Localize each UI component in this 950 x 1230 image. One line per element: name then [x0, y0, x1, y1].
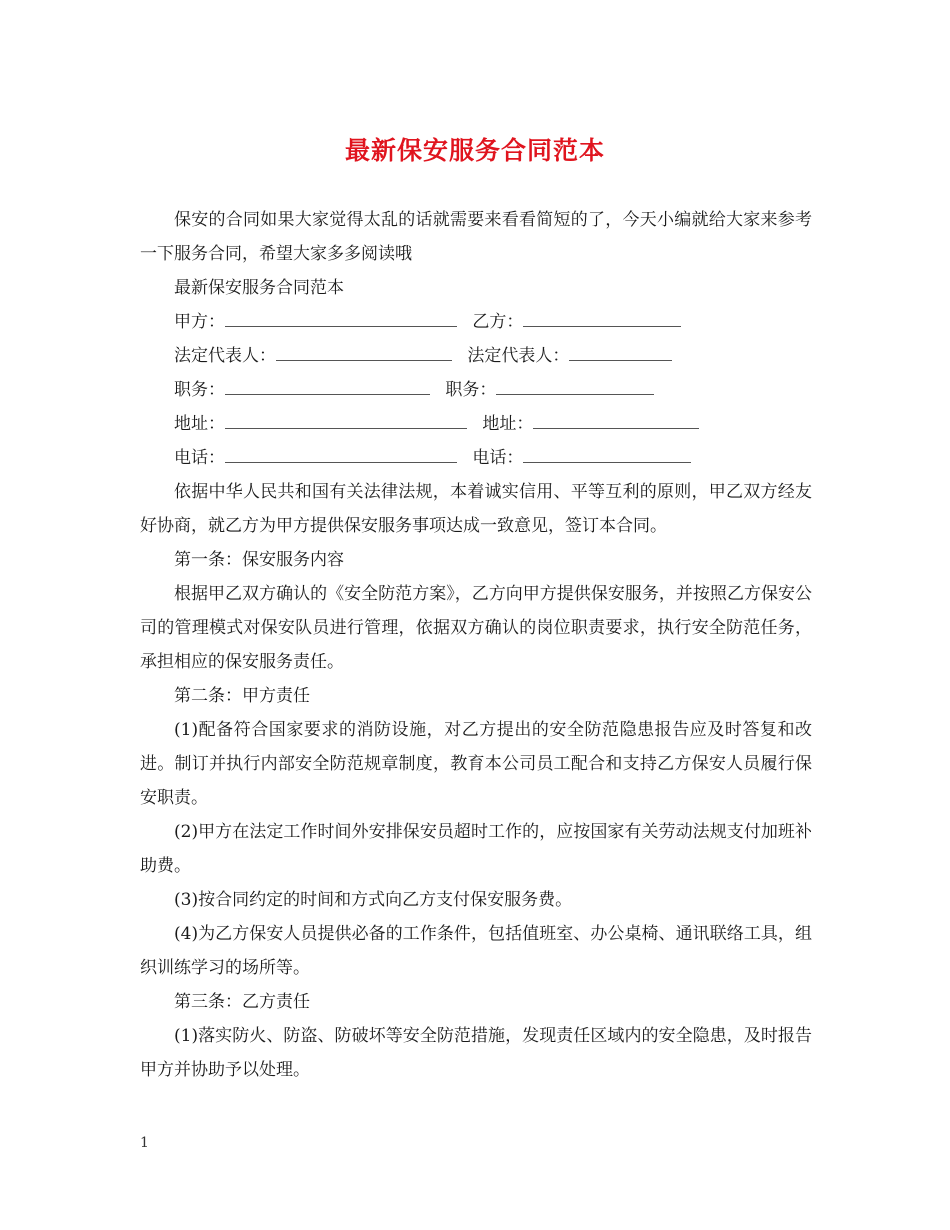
party-b-position-blank	[496, 374, 654, 395]
party-a-blank	[225, 306, 457, 327]
party-a-position-label: 职务：	[174, 380, 225, 400]
party-b-phone-label: 电话：	[472, 448, 524, 468]
article2-heading: 第二条：甲方责任	[174, 686, 310, 706]
party-a-address-blank	[225, 408, 467, 429]
party-a-address-label: 地址：	[174, 414, 225, 434]
legal-rep-row	[140, 339, 812, 373]
party-b-address-label: 地址：	[482, 414, 534, 434]
article1-paragraph: 根据甲乙双方确认的《安全防范方案》，乙方向甲方提供保安服务，并按照乙方保安公司的管理模式对保安队员进行管理，依据双方确认的岗位职责要求，执行安全防范任务，承担相应的保安服务责任。	[140, 584, 812, 672]
address-row	[140, 407, 812, 441]
party-a-rep-label: 法定代表人：	[174, 346, 276, 366]
article3-heading: 第三条：乙方责任	[174, 992, 310, 1012]
party-b-phone-blank	[523, 442, 691, 463]
preamble-paragraph: 依据中华人民共和国有关法律法规，本着诚实信用、平等互利的原则，甲乙双方经友好协商，就乙方为甲方提供保安服务事项达成一致意见，签订本合同。	[140, 482, 812, 536]
party-a-rep-blank	[276, 340, 452, 361]
article2-item: (3)按合同约定的时间和方式向乙方支付保安服务费。	[174, 890, 573, 910]
party-b-rep-label: 法定代表人：	[467, 346, 570, 366]
party-a-phone-label: 电话：	[174, 448, 225, 468]
article2-item: (1)配备符合国家要求的消防设施，对乙方提出的安全防范隐患报告应及时答复和改进。制订并执行内部安全防范规章制度，教育本公司员工配合和支持乙方保安人员履行保安职责。	[140, 720, 812, 808]
party-name-row	[140, 305, 812, 339]
position-row	[140, 373, 812, 407]
party-b-position-label: 职务：	[445, 380, 497, 400]
document-body	[140, 203, 812, 1087]
party-b-address-blank	[533, 408, 699, 429]
document-title: 最新保安服务合同范本	[344, 136, 605, 165]
article3-item: (1)落实防火、防盗、防破坏等安全防范措施，发现责任区域内的安全隐患，及时报告甲方并协助予以处理。	[140, 1026, 812, 1080]
article2-item: (2)甲方在法定工作时间外安排保安员超时工作的，应按国家有关劳动法规支付加班补助费。	[140, 822, 812, 876]
party-a-label: 甲方：	[174, 312, 225, 332]
article1-heading: 第一条：保安服务内容	[174, 550, 344, 570]
phone-row	[140, 441, 812, 475]
page-number: 1	[140, 1135, 149, 1151]
article2-item: (4)为乙方保安人员提供必备的工作条件，包括值班室、办公桌椅、通讯联络工具，组织训练学习的场所等。	[140, 924, 812, 978]
intro-paragraph: 保安的合同如果大家觉得太乱的话就需要来看看简短的了，今天小编就给大家来参考一下服务合同，希望大家多多阅读哦	[140, 210, 812, 264]
subtitle-line: 最新保安服务合同范本	[174, 278, 344, 298]
party-b-blank	[523, 306, 681, 327]
party-a-phone-blank	[225, 442, 457, 463]
party-a-position-blank	[225, 374, 430, 395]
party-b-rep-blank	[569, 340, 672, 361]
party-b-label: 乙方：	[472, 312, 524, 332]
